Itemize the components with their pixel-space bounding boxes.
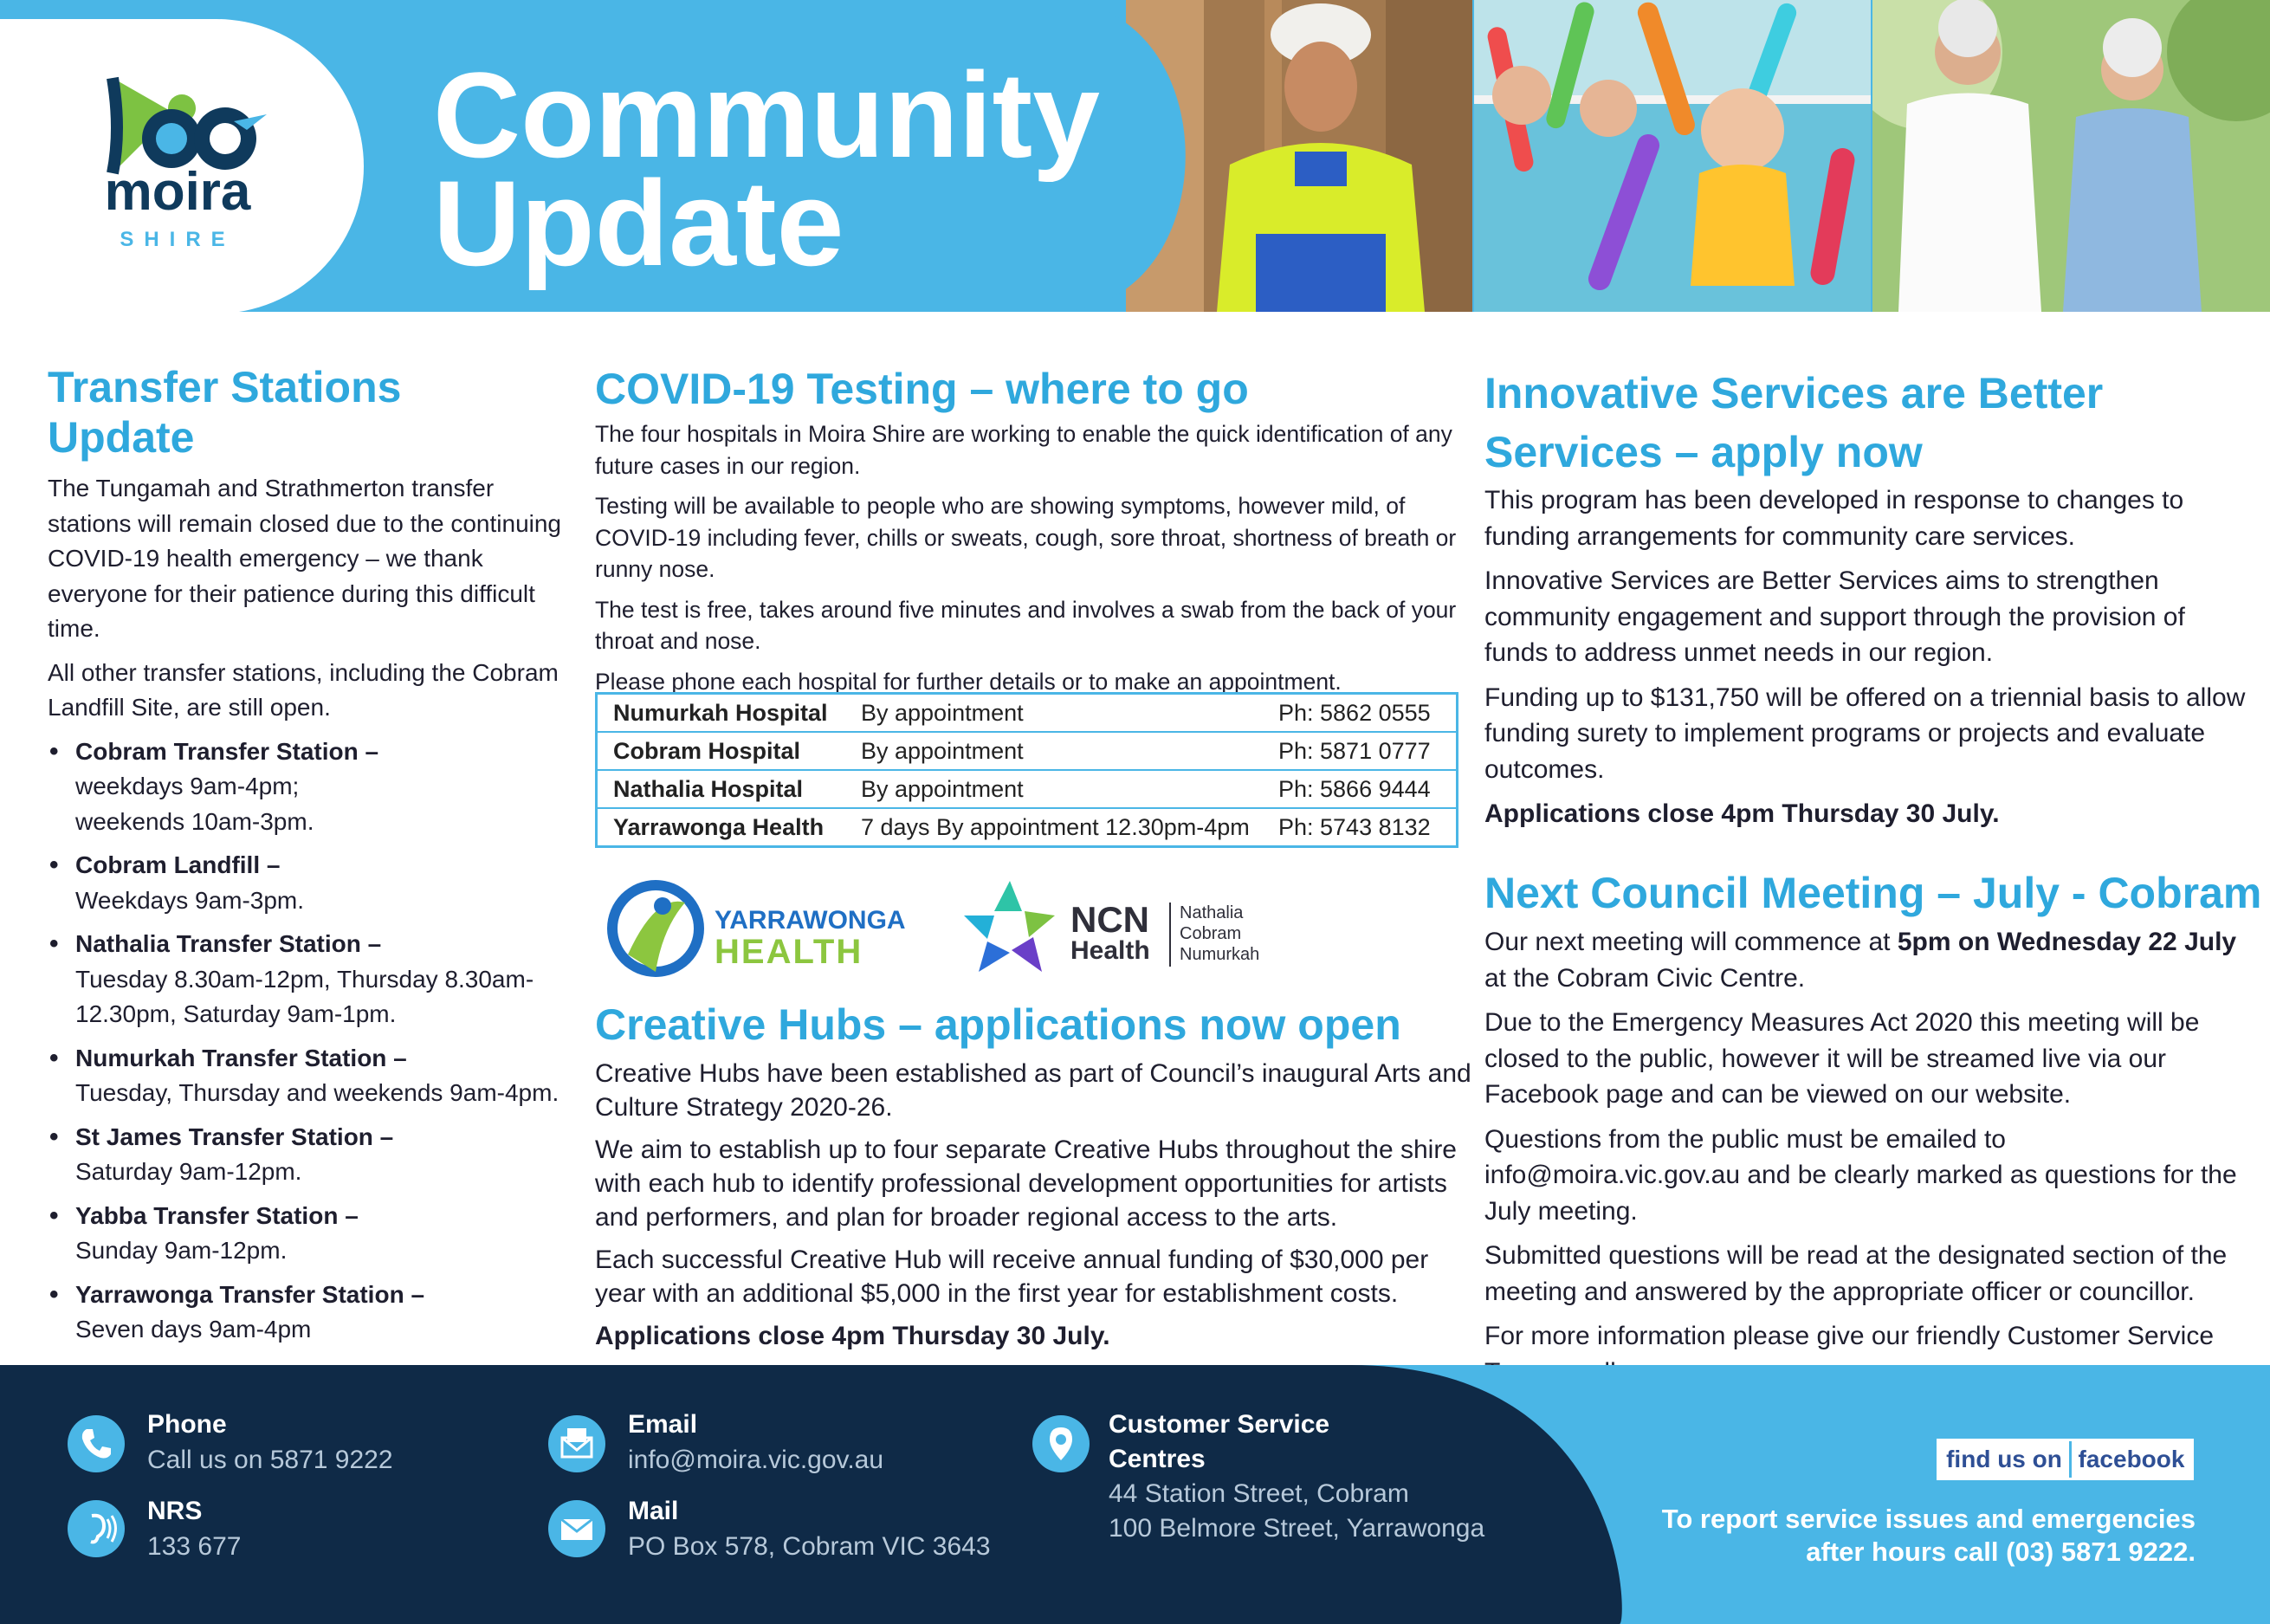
station-item <box>48 848 567 918</box>
station-name: • St James Transfer Station – <box>75 1123 394 1150</box>
facebook-badge-left: find us on <box>1939 1441 2072 1478</box>
csc-address-1: 44 Station Street, Cobram <box>1109 1479 1409 1508</box>
facebook-badge[interactable] <box>1937 1439 2194 1480</box>
table-row <box>597 808 1458 847</box>
innovative-column <box>1484 482 2247 841</box>
email-value[interactable]: info@moira.vic.gov.au <box>628 1446 884 1474</box>
station-item <box>48 1199 567 1269</box>
logo-subtitle: SHIRE <box>120 228 236 251</box>
report-line-1: To report service issues and emergencies <box>1661 1504 2196 1534</box>
after-hours-report <box>1559 1503 2196 1569</box>
innovative-p3: Funding up to $131,750 will be offered on a triennial basis to allow funding surety to implement programs or projects and evaluate outcomes. <box>1484 683 2246 784</box>
station-hours: Sunday 9am-12pm. <box>75 1237 288 1264</box>
creative-close: Applications close 4pm Thursday 30 July. <box>595 1322 1110 1350</box>
transfer-heading <box>48 362 401 463</box>
covid-p4: Please phone each hospital for further details or to make an appointment. <box>595 668 1342 695</box>
innovative-close: Applications close 4pm Thursday 30 July. <box>1484 799 2000 828</box>
station-hours-2: weekends 10am-3pm. <box>75 807 314 835</box>
innovative-p1: This program has been developed in response to changes to funding arrangements for community care services. <box>1484 486 2184 551</box>
innovative-heading-line-1: Innovative Services are Better <box>1484 369 2104 417</box>
csc-label-line-2: Centres <box>1109 1445 1206 1473</box>
yarrawonga-health-logo <box>602 877 906 980</box>
meeting-p2: Due to the Emergency Measures Act 2020 this meeting will be closed to the public, however it will be streamed live via our Facebook page and can be viewed on our website. <box>1484 1008 2200 1109</box>
ncn-town-2: Cobram <box>1180 924 1242 943</box>
phone-label: Phone <box>147 1410 227 1439</box>
ncn-town-3: Numurkah <box>1180 945 1260 964</box>
creative-heading: Creative Hubs – applications now open <box>595 1000 1401 1049</box>
meeting-p1-a: Our next meeting will commence at <box>1484 928 1898 956</box>
hospital-name: Yarrawonga Health <box>597 808 846 847</box>
covid-column <box>595 418 1461 706</box>
creative-p2: We aim to establish up to four separate Creative Hubs throughout the shire with each hub to identify professional development opportunities for artists and performers, and plan for broader regional access to the arts. <box>595 1136 1457 1232</box>
station-list <box>48 734 567 1348</box>
station-hours: Seven days 9am-4pm <box>75 1316 312 1343</box>
mail-icon <box>548 1500 605 1557</box>
station-name: • Numurkah Transfer Station – <box>75 1044 407 1071</box>
creative-p1: Creative Hubs have been established as part of Council’s inaugural Arts and Culture Strategy 2020-26. <box>595 1059 1471 1122</box>
transfer-intro: The Tungamah and Strathmerton transfer stations will remain closed due to the continuing COVID-19 health emergency – we thank everyone for their patience during this difficult time. <box>48 475 562 642</box>
meeting-datetime: 5pm on Wednesday 22 July <box>1897 928 2237 956</box>
meeting-p5: For more information please give our friendly Customer Service <box>1484 1322 2215 1350</box>
station-item <box>48 1041 567 1111</box>
table-row <box>597 694 1458 733</box>
table-row <box>597 770 1458 808</box>
station-name: • Yabba Transfer Station – <box>75 1201 359 1229</box>
innovative-p2: Innovative Services are Better Services aims to strengthen community engagement and support through the provision of funds to address unmet needs in our region. <box>1484 566 2185 667</box>
hospital-table <box>595 692 1458 848</box>
station-name: • Cobram Landfill – <box>75 851 281 878</box>
logo-card <box>0 19 364 314</box>
meeting-heading: Next Council Meeting – July - Cobram <box>1484 869 2262 917</box>
meeting-p4: Submitted questions will be read at the designated section of the meeting and answered by the appropriate officer or councillor. <box>1484 1241 2228 1306</box>
hospital-name: Cobram Hospital <box>597 732 846 770</box>
table-row <box>597 732 1458 770</box>
title-line-1: Community <box>433 47 1100 183</box>
covid-heading: COVID-19 Testing – where to go <box>595 365 1249 413</box>
ncn-logo-divider <box>1169 903 1171 967</box>
report-line-2: after hours call (03) 5871 9222. <box>1806 1537 2196 1567</box>
hospital-phone: Ph: 5743 8132 <box>1263 808 1458 847</box>
creative-p3: Each successful Creative Hub will receive annual funding of $30,000 per year with an additional $5,000 in the first year for establishment costs. <box>595 1245 1429 1308</box>
hospital-name: Numurkah Hospital <box>613 699 828 726</box>
covid-p3: The test is free, takes around five minutes and involves a swab from the back of your throat and nose. <box>595 596 1457 654</box>
transfer-column <box>48 471 567 1356</box>
ncn-logo-big1: NCN <box>1070 899 1149 940</box>
hospital-availability: By appointment <box>845 732 1263 770</box>
hospital-name: Nathalia Hospital <box>597 770 846 808</box>
ncn-health-logo <box>960 877 1289 980</box>
hospital-phone: Ph: 5862 0555 <box>1278 699 1431 726</box>
station-item <box>48 927 567 1032</box>
mail-value: PO Box 578, Cobram VIC 3643 <box>628 1532 991 1561</box>
station-item <box>48 1120 567 1190</box>
nrs-value[interactable]: 133 677 <box>147 1532 242 1561</box>
page-title <box>433 47 1100 291</box>
station-hours: Tuesday 8.30am-12pm, Thursday 8.30am-12.30pm, Saturday 9am-1pm. <box>75 965 534 1027</box>
phone-value[interactable]: Call us on 5871 9222 <box>147 1446 393 1474</box>
yarrawonga-logo-line2: HEALTH <box>715 933 863 971</box>
station-hours: weekdays 9am-4pm; <box>75 773 300 799</box>
station-hours: Tuesday, Thursday and weekends 9am-4pm. <box>75 1079 559 1106</box>
station-item <box>48 1278 567 1348</box>
logo-wordmark: moira <box>104 162 251 222</box>
covid-p1: The four hospitals in Moira Shire are working to enable the quick identification of any future cases in our region. <box>595 421 1452 479</box>
transfer-heading-line-1: Transfer Stations <box>48 363 402 411</box>
hospital-availability: 7 days By appointment 12.30pm-4pm <box>845 808 1263 847</box>
meeting-p1 <box>1484 924 2260 996</box>
nrs-label: NRS <box>147 1497 203 1525</box>
location-pin-icon <box>1032 1415 1090 1472</box>
station-item <box>48 734 567 840</box>
station-name: • Yarrawonga Transfer Station – <box>75 1280 425 1308</box>
transfer-open-note: All other transfer stations, including the Cobram Landfill Site, are still open. <box>48 658 559 721</box>
station-hours: Saturday 9am-12pm. <box>75 1158 302 1185</box>
email-label: Email <box>628 1410 698 1439</box>
csc-address-2: 100 Belmore Street, Yarrawonga <box>1109 1514 1485 1543</box>
title-line-2: Update <box>433 155 844 291</box>
email-icon <box>548 1415 605 1472</box>
innovative-heading <box>1484 364 2103 482</box>
ncn-star-icon <box>960 877 1059 980</box>
mail-label: Mail <box>628 1497 679 1525</box>
ncn-logo-big2: Health <box>1070 936 1150 965</box>
yarrawonga-health-emblem-icon <box>602 877 715 980</box>
csc-label <box>1109 1407 1329 1477</box>
yarrawonga-logo-line1: YARRAWONGA <box>715 906 906 935</box>
hospital-phone: Ph: 5871 0777 <box>1263 732 1458 770</box>
covid-p2: Testing will be available to people who are showing symptoms, however mild, of COVID-19 including fever, chills or sweats, cough, sore throat, shortness of breath or runny nose. <box>595 493 1457 582</box>
hospital-availability: By appointment <box>861 699 1024 726</box>
ncn-logo-towns <box>1180 903 1259 965</box>
innovative-heading-line-2: Services – apply now <box>1484 428 1923 476</box>
meeting-column <box>1484 924 2260 1399</box>
station-name: • Nathalia Transfer Station – <box>75 930 382 957</box>
ncn-town-1: Nathalia <box>1180 903 1244 922</box>
station-hours: Weekdays 9am-3pm. <box>75 886 305 914</box>
phone-icon <box>68 1415 125 1472</box>
hearing-icon <box>68 1500 125 1557</box>
meeting-p1-c: at the Cobram Civic Centre. <box>1484 963 1806 993</box>
creative-column <box>595 1057 1478 1362</box>
transfer-heading-line-2: Update <box>48 413 195 462</box>
facebook-badge-right: facebook <box>2078 1446 2185 1472</box>
station-name: • Cobram Transfer Station – <box>75 737 379 765</box>
hospital-phone: Ph: 5866 9444 <box>1263 770 1458 808</box>
hospital-availability: By appointment <box>845 770 1263 808</box>
meeting-p3: Questions from the public must be emailed to info@moira.vic.gov.au and be clearly marked as questions for the July meeting. <box>1484 1124 2237 1226</box>
csc-label-line-1: Customer Service <box>1109 1410 1330 1439</box>
